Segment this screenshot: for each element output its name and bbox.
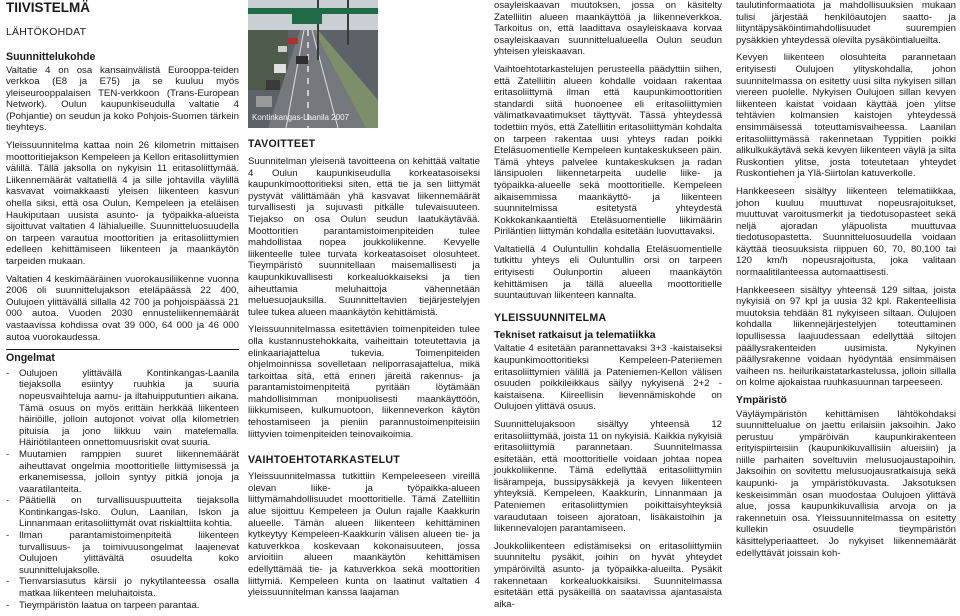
paragraph: osayleiskaavan muutoksen, jossa on käsitelty Zatelliitin alueen maankäyttöä ja liikenneverkkoa. Tarkoitus on, että laadittava osayleiskaava korvaa osayleiskaavan suunnittelualueella Oulun seudun yhteisen yleiskaavan. — [494, 0, 722, 58]
paragraph: Yleissuunnitelma kattaa noin 26 kilometrin mittaisen moottoritiejakson Kempeleen ja Kellon eritasoliittymien välillä. Tällä jaksolla on nykyisin 11 eritasoliittymää. Liikennemäärät valtatiellä 4 ja sille johtavilla väylillä kasvavat voimakkaasti yleisen liikenteen kasvun ohella siksi, että osa Oulun, Kempeleen ja eteläisen Haukiputaan uusista asunto- ja työpaikka-alueista sijoittuvat valtatien 4 lähialueille. Suunnitteluosuudella on tarpeen varautua moottoritien ja eritasoliittymien edelleen kehittämiseen liikenteen ja maankäytön tarpeiden mukaan. — [6, 140, 239, 267]
paragraph: Suunnittelujaksoon sisältyy yhteensä 12 eritasoliittymää, joista 11 on nykyisiä. Kaikkia nykyisiä eritasoliittymiä parannetaan. Suunnitelmassa esitetään, että moottoritielle voidaan johtaa nopea joukkoliikenne. Tämä edellyttää eritasoliittymiin lisärampeja, bussipysäkkejä ja kevyen liikenteen yhteyksiä. Kempeleen, Kaakkurin, Linnanmaan ja Pateniemen eritasoliittymien poikittaisyhteyksiä varaudutaan toiseen ajoratoan, lisäkaistoihin ja liikennevalojen parantamiseen. — [494, 418, 722, 535]
paragraph: Hankkeeseen sisältyy liikenteen telematiikkaa, johon kuuluu muuttuvat nopeusrajoitukset, muuttuvat varoitusmerkit ja tiedotusopasteet sekä neljä ajoradan yläpuolista muuttuvaa tiedotusopastetta. Suunnitteluosuudella voidaan käyttää tieosuuksista riippuen 60, 70, 80,100 tai 120 km/h nopeusrajoitusta, joka valitaan normaalitilanteessa automaattisesti. — [736, 185, 956, 279]
heading-technical-solutions: Tekniset ratkaisut ja telematiikka — [494, 329, 656, 341]
column-4 — [736, 0, 956, 565]
heading-alternatives: VAIHTOEHTOTARKASTELUT — [248, 454, 401, 467]
paragraph: Valtatien 4 keskimääräinen vuorokausiliikenne vuonna 2006 oli suunnittelujakson eteläpäässä 22 400, Oulujoen ylittävällä sillalla 42 700 ja pohjoispäässä 21 000 autoa. Vuoden 2030 ennusteliikennemäärät vastaavissa kohdissa ovat 39 000, 64 000 ja 46 000 autoa vuorokaudessa. — [6, 273, 239, 343]
paragraph: Yleissuunnitelmassa tutkittiin Kempeleeseen vireillä olevan liike- ja työpaikka-alueen liittymämahdollisuudet moottoritielle. Tämä Zatelliitin alue sijoittuu Kempeleen ja Oulun rajalle Kaakkurin alueelle. Tämän alueen liikenteen kehittäminen kytkeytyy Kempeleen-Kaakkurin välisen alueen tie- ja katuverkkoa koskevaan kokonaisuuteen, jossa arvioitiin alueen maankäytön kehittämisen edellyttämää tie- ja katuverkkoa sekä moottoritien liittymiä. Kempeleen kunta on laatinut valtatien 4 yleissuunnitelman kanssa laajaman — [248, 471, 480, 599]
photo-caption: Kontinkangas-Laanila 2007 — [252, 113, 349, 123]
column-3 — [494, 0, 722, 616]
heading-general-plan: YLEISSUUNNITELMA — [494, 311, 607, 324]
paragraph: Väyläympäristön kehittämisen lähtökohdaksi suunnittelualue on jaettu erilaisiin jaksoihin. Jako perustuu ympäröivän kaupunkirakenteen erityispiirteisiin (kaupunkikuvallisiin alueisiin) ja niille parhaiten soveltuviin melusuojaustapoihin. Jaksoihin on sovitettu melusuojausratkaisuja sekä kaupunki- ja ympäristökuvasta. Jaksotuksen keskeisimmän osan muodostaa Oulujoen ylittävä alue, jossa kaupunkikuvallisia arvoja on ja rakennetuin osa. Yleissuunnitelmassa on esitetty kullekin osuudelle tieympäristön käsittelyperiaatteet. Jo nykyiset liikennemäärät edellyttävät joissain koh- — [736, 408, 956, 559]
paragraph: Yleissuunnitelmassa esitettävien toimenpiteiden tulee olla kustannustehokkaita, vaiheittain toteutettavia ja elinkaariajattelua tukevia. Toimenpiteiden ohjelmoinnissa sovelletaan neliporrasajattelua, mikä tarkoittaa sitä, että ennen järeitä rakennus- ja parantamistoimenpiteitä pyritään löytämään mahdollisimman monipuolisesti maankäyttöön, liikkumiseen, kulkumuotoon, liikenneverkon käytön tehostamiseen ja pieniin parannustoimenpiteisiin liittyvien toimenpiteiden teinovaikoimia. — [248, 324, 480, 440]
paragraph: Valtatie 4 on osa kansainvälistä Eurooppa-teiden verkkoa (E8 ja E75) ja se kuuluu myös yleiseurooppalaisen TEN-verkkoon (Trans-European Network). Oulun kaupunkiseudulla valtatie 4 (Pohjantie) on seudun ja koko Pohjois-Suomen tärkein tieyhteys. — [6, 64, 239, 134]
list-item: - Päätiellä on turvallisuuspuutteita tiejaksolla Kontinkangas-Isko. Oulun, Laanilan, Iskon ja Linnanmaan eritasoliittymät ovat riskialttiita kohtia. — [6, 495, 239, 530]
paragraph: Vaihtoehtotarkastelujen perusteella päädyttiin siihen, että Zatelliitin alueen kohdalle voidaan rakentaa eritasoliittymä ilman että kaupunkimoottoritien standardi siitä huonoenee eli eritasoliittymien välimatkavaatimukset täyttyvät. Tässä yhteydessä todettiin myös, että Zatelliitin eritasoliittymän kohdalta on tarpeen rakentaa uusi yhteys radan poikki Eteläsuomentielle Kempeleen kuntakeskukseen päin. Tämä yhteys palvelee kuntakeskuksen ja radan länsipuolen liikennetarpeita uudelle liike- ja työpaikka-alueelle sekä moottoritielle. Kempeleen aikaisemmissa maankäyttö- ja liikenteen suunnitelmissa esitetystä yhteydestä Kokkokankaantieltä Eteläsuomentielle liikimäärin Piriläntien liittymän kohdalla esitetään luovuttavaksi. — [494, 63, 722, 238]
list-item: - Tieympäristön laatua on tarpeen parantaa. — [6, 599, 200, 611]
problems-list — [6, 368, 239, 611]
highway-photo — [248, 0, 378, 128]
list-item: - Tienvarsiasutus kärsii jo nykytilanteessa osalla matkaa liikenteen meluhaitoista. — [6, 576, 239, 600]
list-item: - Muutamien ramppien suuret liikennemäärät aiheuttavat ongelmia moottoritielle liittymisessä ja erkanemisessa, jolloin syntyy pitkiä jonoja ja vaaratilanteita. — [6, 448, 239, 495]
paragraph: taulutinformaatiota ja mahdollisuuksien mukaan tulisi järjestää henkilöautojen saatto- ja liityntäpysäköintimahdollisuudet suurempien pysäkkien yhteydessä olevilta pysäköintialueilta. — [736, 0, 956, 46]
paragraph: Hankkeeseen sisältyy yhteensä 129 siltaa, joista nykyisiä on 97 kpl ja uusia 32 kpl. Rakenteellisia muutoksia tehdään 81 nykyiseen siltaan. Oulujoen kohdalla liikennejärjestelyjen toteuttaminen lopullisessa laajuudessaan edellyttää siltojen päällysrakenteiden uusimista. Nykyinen päällysrakenne voidaan hyödyntää ensimmäisen vaiheen ns. heilurikaistatarkastelussa, jolloin sillalla on kolme ajokaistaa ruuhkasuunnan tarpeeseen. — [736, 284, 956, 389]
column-2 — [248, 0, 480, 605]
document-title: TIIVISTELMÄ — [6, 0, 90, 15]
heading-environment: Ympäristö — [736, 395, 787, 406]
list-item: - Oulujoen ylittävällä Kontinkangas-Laanila tiejaksolla esiintyy ruuhkia ja suuria nopeusvaihteluja aamu- ja iltahuipputuntien aikana. Tämä osuus on myös erittäin herkkää liikenteen häiriöille, jolloin autojonot voivat olla kilometrien pituisia ja jono liikkuu vain matelemalla. Häiriötilanteen onnettomuusriskit ovat suuria. — [6, 367, 239, 449]
list-item: - Ilman parantamistoimenpiteitä liikenteen turvallisuus- ja toimivuusongelmat laajenevat Oulujoen ylittävältä osuudelta koko suunnittelujaksolle. — [6, 530, 239, 576]
heading-planning-target: Suunnittelukohde — [6, 51, 96, 63]
paragraph: Joukkoliikenteen edistämiseksi on eritasoliittymiin suunniteltu pysäkit, joihin on hyvät yhteydet ympäröiviltä asunto- ja työpaikka-alueilta. Pysäkit rakennetaan korkealuokkaisiksi. Suunnitelmassa esitetään että pysäkeillä on saatavissa ajantasaista aika- — [494, 540, 722, 610]
paragraph: Suunnitelman yleisenä tavoitteena on kehittää valtatie 4 Oulun kaupunkiseudulla korkeatasoiseksi kaupunkimoottoritieksi siten, että tie ja sen liittymät pystyvät välittämään yhä kasvavat liikennemäärät turvallisesti ja sujuvasti pitkälle tulevaisuuteen. Tiejakso on osa Oulun seudun laatukäytävää. Moottoritien parantamistoimenpiteiden tulee mahdollistaa nopea joukkoliikenne. Kevyelle liikenteelle tulee turvata korkeatasoiset olosuhteet. Tieympäristö suunnitellaan maisemallisesti ja kaupunkikuvallisesti korkealuokkaiseksi ja tien aiheuttamia meluhaittoja vähennetään meluesuojauksilla. Suunnitteltavien tiejärjestelyjen tulee tukea alueen maankäytön kehittämistä. — [248, 156, 480, 318]
heading-problems: Ongelmat — [6, 349, 239, 365]
paragraph: Valtatie 4 esitetään parannettavaksi 3+3 -kaistaiseksi kaupunkimoottoritieksi Kempeleen-Pateniemen eritasoliittymien välillä ja Pateniemen-Kellon välisen osuuden poikkileikkaus säilyy nykyisenä 2+2 -kaistaisena. Kiireellisin lievennämiskohde on Oulujoen ylittävä osuus. — [494, 343, 722, 413]
section-title-starting-points: LÄHTÖKOHDAT — [6, 26, 87, 38]
paragraph: Kevyen liikenteen olosuhteita parannetaan erityisesti Oulujoen ylityskohdalla, johon suunnitelmassa on esitetty uusi silta nykyisen sillan viereen puolelle. Nykyisen Oulujoen sillan kevyen liikenteen kaistat voidaan käyttää joen ylitse tehtävien kolmansien kaistojen yhteydessä ensimmäisessä toteuttamisvaiheessa. Laanilan eritasoliittymässä rakennetaan Typpitien poikki alikulkukäytävä sekä kevyen liikenteen väylä ja silta Ruskontien ylitse, josta toteutetaan yhteydet Ruskontiehen ja Ylä-Siirtolan katuverkolle. — [736, 52, 956, 180]
paragraph: Valtatiellä 4 Ouluntullin kohdalla Eteläsuomentielle tutkittu yhteys eli Ouluntullin orsi on tarpeen erityisesti Oulunportin alueen maankäytön kehittämisen ja tällä alueella moottoritielle suuntautuvan liikenteen kannalta. — [494, 243, 722, 302]
heading-objectives: TAVOITTEET — [248, 138, 316, 150]
column-1 — [6, 0, 239, 611]
